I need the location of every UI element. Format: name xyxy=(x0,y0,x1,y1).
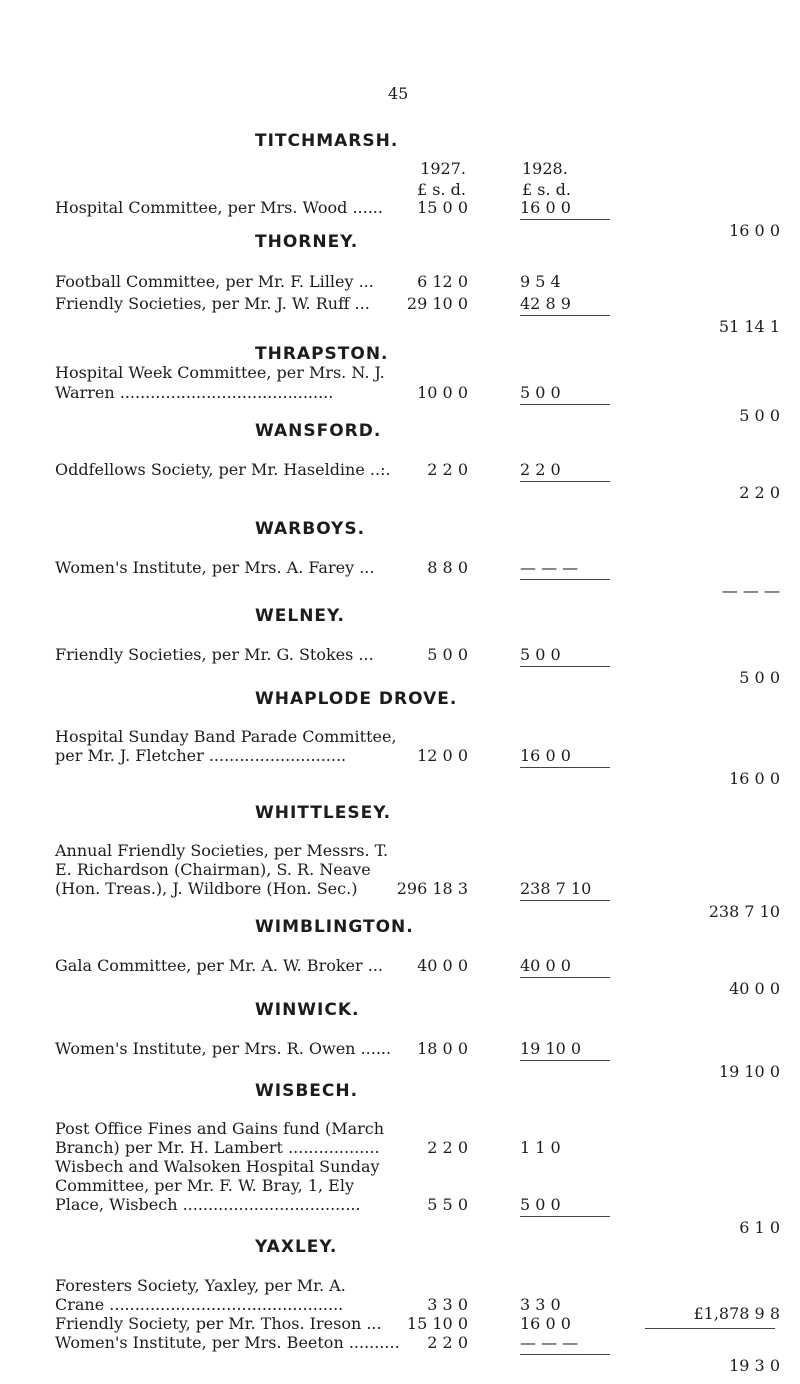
section-heading: WISBECH. xyxy=(255,1081,359,1101)
subtotal-rule xyxy=(520,315,610,316)
subtotal-rule xyxy=(520,900,610,901)
amount-1928: 5 0 0 xyxy=(520,645,561,664)
entry-description: Gala Committee, per Mr. A. W. Broker ... xyxy=(55,956,383,975)
section-total: 2 2 0 xyxy=(739,483,780,502)
amount-1927: 2 2 0 xyxy=(427,1138,468,1157)
amount-1928: 19 10 0 xyxy=(520,1039,582,1058)
section-heading: WHITTLESEY. xyxy=(255,803,392,823)
amount-1928: 238 7 10 xyxy=(520,879,592,898)
entry-description: Warren .......................................... xyxy=(55,383,334,402)
entry-description: Women's Institute, per Mrs. R. Owen ...... xyxy=(55,1039,392,1058)
entry-description: Place, Wisbech ................................... xyxy=(55,1195,361,1214)
entry-description: Annual Friendly Societies, per Messrs. T. xyxy=(55,841,389,860)
entry-description: (Hon. Treas.), J. Wildbore (Hon. Sec.) xyxy=(55,879,358,898)
section-total: 51 14 1 xyxy=(718,317,780,336)
amount-1928: 3 3 0 xyxy=(520,1295,561,1314)
section-total: 5 0 0 xyxy=(739,668,780,687)
section-heading: THRAPSTON. xyxy=(255,344,389,364)
amount-1928: 5 0 0 xyxy=(520,383,561,402)
subtotal-rule xyxy=(520,666,610,667)
entry-description: Oddfellows Society, per Mr. Haseldine ..:. xyxy=(55,460,391,479)
section-heading: WANSFORD. xyxy=(255,421,382,441)
amount-1927: 8 8 0 xyxy=(427,558,468,577)
section-total: 40 0 0 xyxy=(729,979,780,998)
subtotal-rule xyxy=(520,1216,610,1217)
amount-1928: 16 0 0 xyxy=(520,198,571,217)
amount-1927: 296 18 3 xyxy=(396,879,468,898)
subtotal-rule xyxy=(520,219,610,220)
column-units-1927: £ s. d. xyxy=(417,180,466,199)
amount-1928: 1 1 0 xyxy=(520,1138,561,1157)
column-units-1928: £ s. d. xyxy=(522,180,571,199)
amount-1927: 3 3 0 xyxy=(427,1295,468,1314)
entry-description: Foresters Society, Yaxley, per Mr. A. xyxy=(55,1276,346,1295)
amount-1927: 40 0 0 xyxy=(417,956,468,975)
section-heading: THORNEY. xyxy=(255,232,359,252)
subtotal-rule xyxy=(520,404,610,405)
amount-1927: 29 10 0 xyxy=(406,294,468,313)
section-heading: WARBOYS. xyxy=(255,519,366,539)
entry-description: Women's Institute, per Mrs. Beeton .......... xyxy=(55,1333,400,1352)
section-total: 16 0 0 xyxy=(729,221,780,240)
amount-1927: 15 0 0 xyxy=(417,198,468,217)
entry-description: Wisbech and Walsoken Hospital Sunday xyxy=(55,1157,380,1176)
grand-total-underline xyxy=(645,1328,775,1329)
amount-1927: 5 5 0 xyxy=(427,1195,468,1214)
amount-1927: 10 0 0 xyxy=(417,383,468,402)
amount-1927: 2 2 0 xyxy=(427,1333,468,1352)
section-total: 19 3 0 xyxy=(729,1356,780,1375)
amount-1927: 12 0 0 xyxy=(417,746,468,765)
entry-description: Post Office Fines and Gains fund (March xyxy=(55,1119,385,1138)
section-heading: WIMBLINGTON. xyxy=(255,917,414,937)
amount-1928: 2 2 0 xyxy=(520,460,561,479)
amount-1927: 6 12 0 xyxy=(417,272,468,291)
subtotal-rule xyxy=(520,481,610,482)
section-heading: WELNEY. xyxy=(255,606,345,626)
entry-description: per Mr. J. Fletcher ........................... xyxy=(55,746,347,765)
entry-description: Hospital Sunday Band Parade Committee, xyxy=(55,727,397,746)
amount-1927: 15 10 0 xyxy=(406,1314,468,1333)
page-number: 45 xyxy=(388,84,409,103)
amount-1928: 16 0 0 xyxy=(520,746,571,765)
amount-1927: 18 0 0 xyxy=(417,1039,468,1058)
section-heading: WINWICK. xyxy=(255,1000,360,1020)
entry-description: Football Committee, per Mr. F. Lilley ... xyxy=(55,272,374,291)
entry-description: Friendly Society, per Mr. Thos. Ireson ... xyxy=(55,1314,382,1333)
amount-1928: — — — xyxy=(520,1333,579,1352)
grand-total: £1,878 9 8 xyxy=(693,1304,780,1323)
amount-1928: 9 5 4 xyxy=(520,272,561,291)
subtotal-rule xyxy=(520,977,610,978)
section-total: 19 10 0 xyxy=(718,1062,780,1081)
subtotal-rule xyxy=(520,767,610,768)
section-total: — — — xyxy=(721,581,780,600)
section-total: 5 0 0 xyxy=(739,406,780,425)
amount-1928: 40 0 0 xyxy=(520,956,571,975)
section-total: 6 1 0 xyxy=(739,1218,780,1237)
section-total: 238 7 10 xyxy=(708,902,780,921)
entry-description: Women's Institute, per Mrs. A. Farey ... xyxy=(55,558,375,577)
section-heading: TITCHMARSH. xyxy=(255,131,399,151)
amount-1928: 42 8 9 xyxy=(520,294,571,313)
entry-description: Friendly Societies, per Mr. G. Stokes ... xyxy=(55,645,374,664)
section-heading: WHAPLODE DROVE. xyxy=(255,689,458,709)
subtotal-rule xyxy=(520,1060,610,1061)
subtotal-rule xyxy=(520,1354,610,1355)
amount-1928: 5 0 0 xyxy=(520,1195,561,1214)
column-heading-1928: 1928. xyxy=(522,159,568,178)
entry-description: Hospital Week Committee, per Mrs. N. J. xyxy=(55,363,385,382)
column-heading-1927: 1927. xyxy=(420,159,466,178)
subtotal-rule xyxy=(520,579,610,580)
amount-1928: — — — xyxy=(520,558,579,577)
entry-description: Crane .............................................. xyxy=(55,1295,344,1314)
entry-description: Branch) per Mr. H. Lambert .................. xyxy=(55,1138,380,1157)
section-total: 16 0 0 xyxy=(729,769,780,788)
entry-description: E. Richardson (Chairman), S. R. Neave xyxy=(55,860,371,879)
amount-1928: 16 0 0 xyxy=(520,1314,571,1333)
amount-1927: 2 2 0 xyxy=(427,460,468,479)
section-heading: YAXLEY. xyxy=(255,1237,338,1257)
amount-1927: 5 0 0 xyxy=(427,645,468,664)
entry-description: Committee, per Mr. F. W. Bray, 1, Ely xyxy=(55,1176,355,1195)
entry-description: Hospital Committee, per Mrs. Wood ...... xyxy=(55,198,383,217)
entry-description: Friendly Societies, per Mr. J. W. Ruff ... xyxy=(55,294,370,313)
